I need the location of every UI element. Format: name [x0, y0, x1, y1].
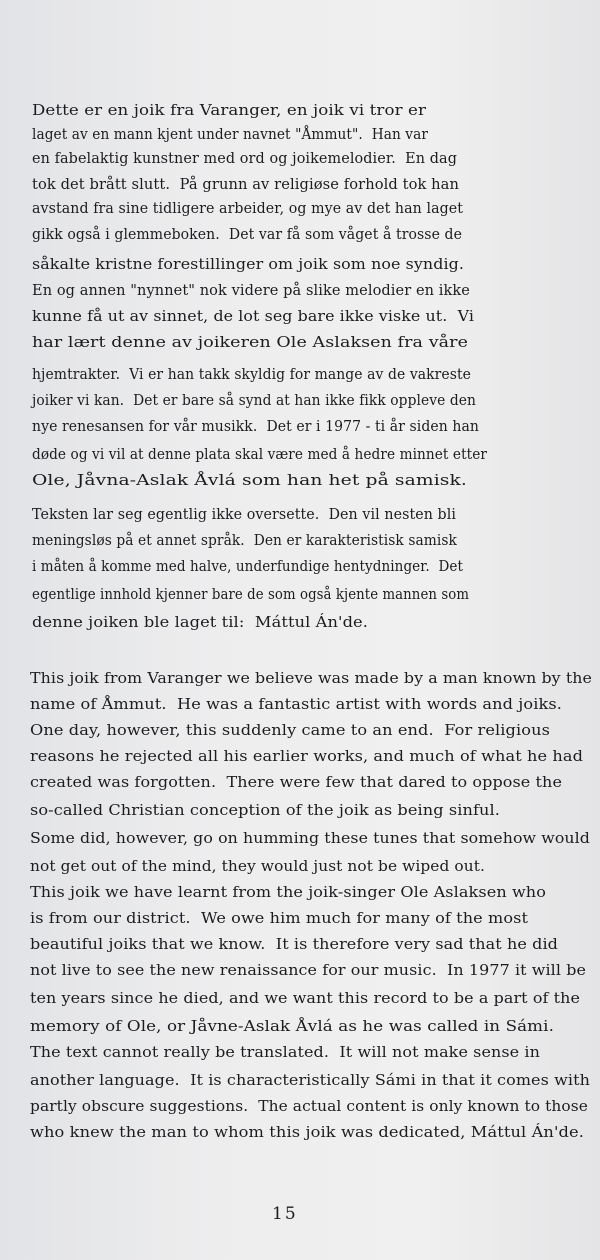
text-line: another language. It is characteristically Sámi in that it comes with	[30, 1071, 590, 1089]
text-line: egentlige innhold kjenner bare de som også kjente mannen som	[32, 585, 469, 603]
text-line: memory of Ole, or Jåvne-Aslak Åvlá as he was called in Sámi.	[30, 1017, 554, 1035]
text-line: This joik we have learnt from the joik-singer Ole Aslaksen who	[30, 883, 546, 901]
text-line: Ole, Jåvna-Aslak Åvlá som han het på samisk.	[32, 471, 467, 489]
text-line: hjemtrakter. Vi er han takk skyldig for mange av de vakreste	[32, 365, 471, 383]
text-line: joiker vi kan. Det er bare så synd at han ikke fikk oppleve den	[32, 391, 476, 409]
text-line: nye renesansen for vår musikk. Det er i 1977 - ti år siden han	[32, 417, 479, 435]
text-line: tok det brått slutt. På grunn av religiøse forhold tok han	[32, 175, 459, 193]
text-line: created was forgotten. There were few that dared to oppose the	[30, 773, 562, 791]
text-line: partly obscure suggestions. The actual content is only known to those	[30, 1097, 588, 1115]
text-line: ten years since he died, and we want this record to be a part of the	[30, 989, 580, 1007]
text-line: is from our district. We owe him much for many of the most	[30, 909, 528, 927]
text-line: not get out of the mind, they would just not be wiped out.	[30, 857, 485, 875]
text-line: Teksten lar seg egentlig ikke oversette. Den vil nesten bli	[32, 505, 456, 523]
text-line: laget av en mann kjent under navnet "Åmmut". Han var	[32, 125, 428, 143]
page-number: 15	[272, 1204, 298, 1224]
text-line: En og annen "nynnet" nok videre på slike melodier en ikke	[32, 281, 470, 299]
text-line: gikk også i glemmeboken. Det var få som våget å trosse de	[32, 225, 462, 243]
text-line: reasons he rejected all his earlier works, and much of what he had	[30, 747, 583, 765]
text-line: Dette er en joik fra Varanger, en joik vi tror er	[32, 101, 426, 119]
text-line: i måten å komme med halve, underfundige hentydninger. Det	[32, 557, 463, 575]
text-line: Some did, however, go on humming these tunes that somehow would	[30, 829, 590, 847]
text-line: har lært denne av joikeren Ole Aslaksen fra våre	[32, 333, 468, 351]
text-line: meningsløs på et annet språk. Den er karakteristisk samisk	[32, 531, 457, 549]
text-line: en fabelaktig kunstner med ord og joikemelodier. En dag	[32, 149, 457, 167]
text-line: avstand fra sine tidligere arbeider, og mye av det han laget	[32, 199, 463, 217]
text-line: who knew the man to whom this joik was dedicated, Máttul Án'de.	[30, 1123, 584, 1141]
text-line: This joik from Varanger we believe was made by a man known by the	[30, 669, 592, 687]
text-line: so-called Christian conception of the joik as being sinful.	[30, 801, 500, 819]
text-line: denne joiken ble laget til: Máttul Án'de.	[32, 613, 368, 631]
text-line: døde og vi vil at denne plata skal være med å hedre minnet etter	[32, 445, 487, 463]
text-line: One day, however, this suddenly came to an end. For religious	[30, 721, 550, 739]
text-line: The text cannot really be translated. It will not make sense in	[30, 1043, 540, 1061]
text-line: beautiful joiks that we know. It is therefore very sad that he did	[30, 935, 558, 953]
text-line: såkalte kristne forestillinger om joik som noe syndig.	[32, 255, 464, 273]
text-line: kunne få ut av sinnet, de lot seg bare ikke viske ut. Vi	[32, 307, 474, 325]
text-line: not live to see the new renaissance for our music. In 1977 it will be	[30, 961, 586, 979]
text-line: name of Åmmut. He was a fantastic artist with words and joiks.	[30, 695, 562, 713]
